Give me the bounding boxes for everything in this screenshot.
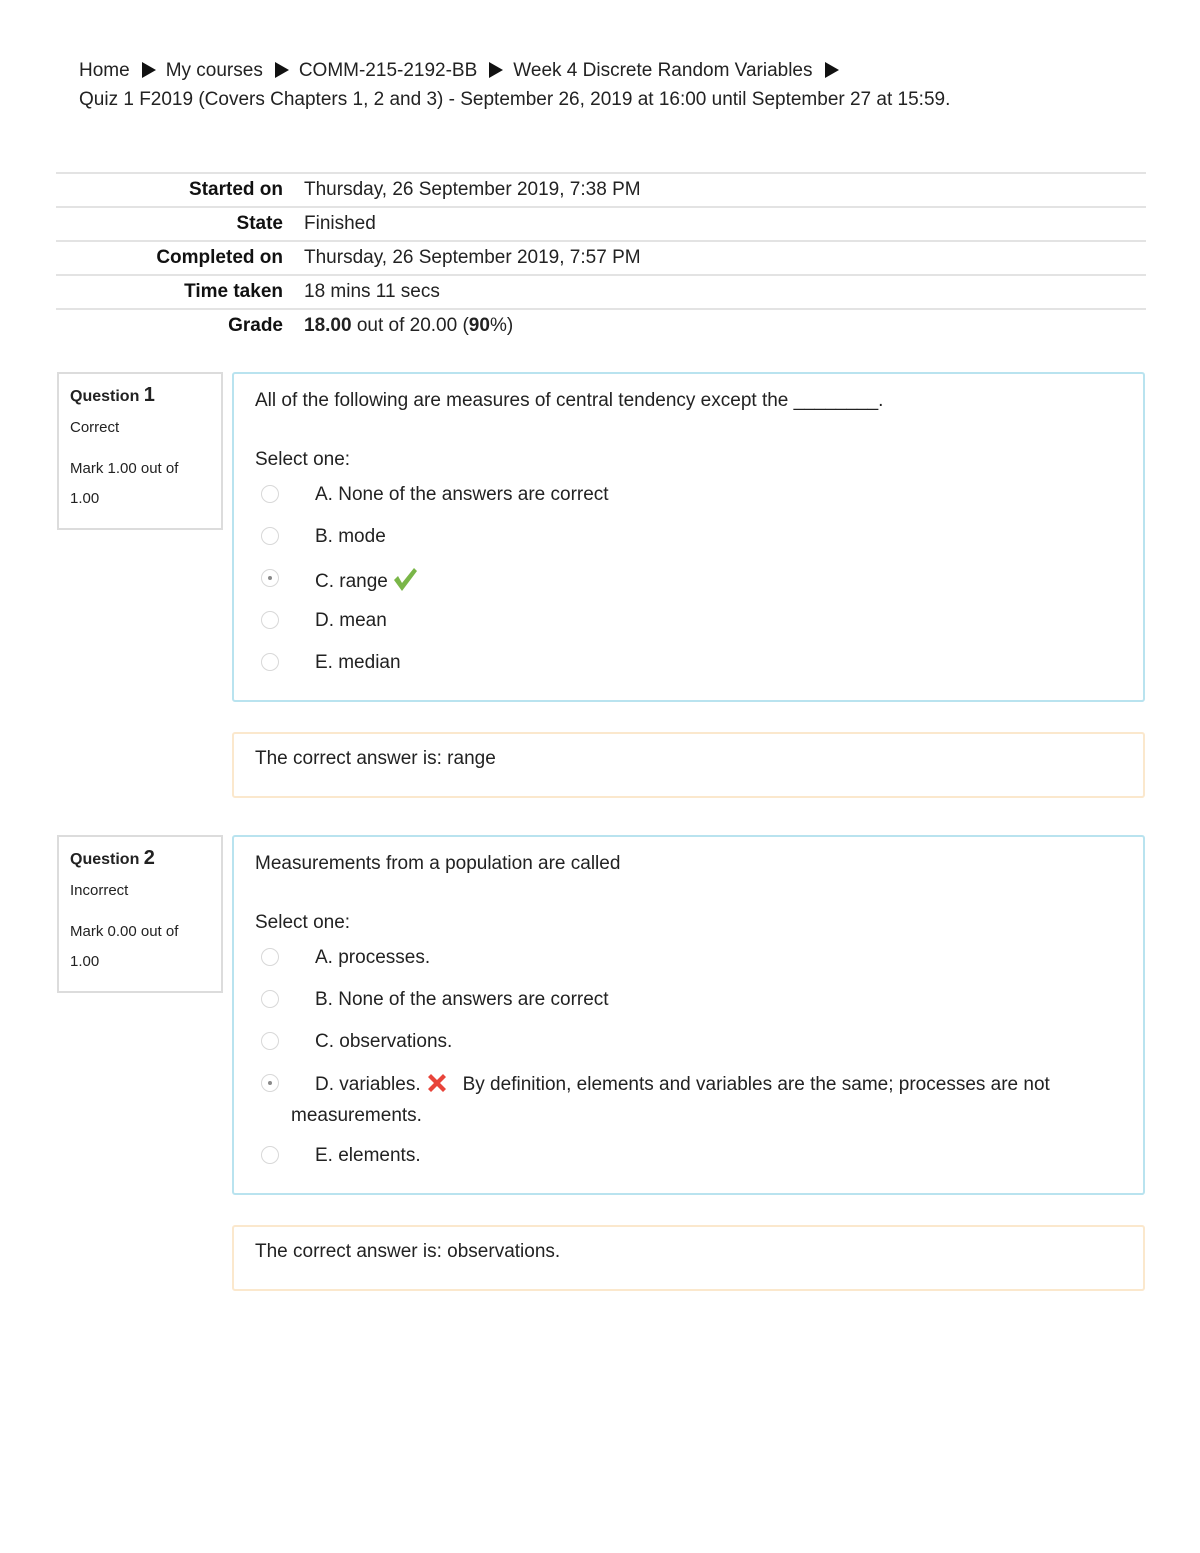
question-number-value: 1: [143, 384, 155, 406]
breadcrumb-home-link[interactable]: Home: [79, 60, 130, 81]
breadcrumb-week-link[interactable]: Week 4 Discrete Random Variables: [513, 60, 813, 81]
question-number-value: 2: [143, 847, 155, 869]
grade-percent: 90: [468, 315, 490, 336]
summary-label: State: [236, 213, 283, 234]
summary-row-time: [56, 276, 1146, 310]
question-2-info: [57, 835, 223, 993]
incorrect-cross-icon: [425, 1071, 449, 1103]
breadcrumb-arrow-icon: [489, 62, 503, 78]
answer-option-c[interactable]: [255, 563, 1123, 605]
answer-option-a[interactable]: [255, 942, 1123, 984]
radio-button[interactable]: [261, 611, 279, 629]
answer-label: E. elements.: [315, 1145, 421, 1166]
question-label: Question: [70, 388, 140, 405]
answer-option-d[interactable]: [255, 605, 1123, 647]
answer-option-c[interactable]: [255, 1026, 1123, 1068]
question-1-feedback: [232, 732, 1145, 798]
breadcrumb-arrow-icon: [142, 62, 156, 78]
answer-label: D. mean: [315, 610, 387, 631]
radio-button[interactable]: [261, 1146, 279, 1164]
answer-label: A. processes.: [315, 947, 431, 968]
summary-row-grade: [56, 310, 1146, 342]
breadcrumb: [79, 56, 1139, 114]
summary-value: Thursday, 26 September 2019, 7:38 PM: [304, 179, 641, 200]
radio-button[interactable]: [261, 948, 279, 966]
summary-value: Finished: [304, 213, 376, 234]
question-number: [70, 847, 211, 870]
radio-button[interactable]: [261, 527, 279, 545]
answer-option-b[interactable]: [255, 984, 1123, 1026]
answer-list: [255, 942, 1123, 1182]
summary-row-completed: [56, 242, 1146, 276]
correct-answer-text: The correct answer is: observations.: [255, 1241, 561, 1262]
answer-label: D. variables.: [315, 1074, 421, 1095]
breadcrumb-arrow-icon: [825, 62, 839, 78]
question-number: [70, 384, 211, 407]
radio-button-selected[interactable]: [261, 1074, 279, 1092]
summary-row-state: [56, 208, 1146, 242]
breadcrumb-my-courses-link[interactable]: My courses: [165, 60, 263, 81]
grade-value: [283, 315, 513, 337]
answer-label: A. None of the answers are correct: [315, 484, 609, 505]
answer-label: E. median: [315, 652, 401, 673]
question-1-info: [57, 372, 223, 530]
radio-button[interactable]: [261, 990, 279, 1008]
question-state: Incorrect: [70, 882, 129, 899]
grade-out-of: out of 20.00 (: [351, 315, 469, 336]
summary-label: Completed on: [156, 247, 283, 268]
radio-button[interactable]: [261, 653, 279, 671]
summary-value: 18 mins 11 secs: [304, 281, 440, 302]
summary-label: Started on: [189, 179, 283, 200]
radio-button[interactable]: [261, 485, 279, 503]
breadcrumb-current-quiz[interactable]: Quiz 1 F2019 (Covers Chapters 1, 2 and 3) - September 26, 2019 at 16:00 until September 27 at 15:59.: [79, 89, 951, 110]
question-2-feedback: [232, 1225, 1145, 1291]
answer-label: C. observations.: [315, 1031, 453, 1052]
radio-button[interactable]: [261, 1032, 279, 1050]
summary-label: Time taken: [184, 281, 283, 302]
question-2-content: [232, 835, 1145, 1195]
grade-percent-sign: %): [489, 315, 514, 336]
summary-row-started: [56, 174, 1146, 208]
answer-list: [255, 479, 1123, 689]
answer-label: B. mode: [315, 526, 386, 547]
question-state: Correct: [70, 419, 120, 436]
answer-option-a[interactable]: [255, 479, 1123, 521]
summary-value: Thursday, 26 September 2019, 7:57 PM: [304, 247, 641, 268]
question-text: Measurements from a population are called: [255, 853, 621, 874]
breadcrumb-arrow-icon: [275, 62, 289, 78]
quiz-review-summary: [56, 172, 1146, 342]
select-one-prompt: Select one:: [255, 912, 351, 933]
answer-label: B. None of the answers are correct: [315, 989, 609, 1010]
correct-check-icon: [392, 566, 418, 600]
answer-option-b[interactable]: [255, 521, 1123, 563]
answer-option-e[interactable]: [255, 1140, 1123, 1182]
answer-specific-feedback: By definition, elements and variables are the same; processes are not measurements.: [291, 1074, 1050, 1126]
question-text: All of the following are measures of central tendency except the ________.: [255, 390, 884, 411]
question-label: Question: [70, 851, 140, 868]
grade-score: 18.00: [304, 315, 352, 336]
answer-option-d[interactable]: [255, 1068, 1123, 1140]
question-1-content: [232, 372, 1145, 702]
answer-label: C. range: [315, 571, 388, 592]
breadcrumb-course-link[interactable]: COMM-215-2192-BB: [298, 60, 478, 81]
question-mark: Mark 0.00 out of 1.00: [70, 923, 179, 970]
correct-answer-text: The correct answer is: range: [255, 748, 496, 769]
summary-label: Grade: [228, 315, 283, 336]
radio-button-selected[interactable]: [261, 569, 279, 587]
answer-option-e[interactable]: [255, 647, 1123, 689]
question-mark: Mark 1.00 out of 1.00: [70, 460, 179, 507]
select-one-prompt: Select one:: [255, 449, 351, 470]
